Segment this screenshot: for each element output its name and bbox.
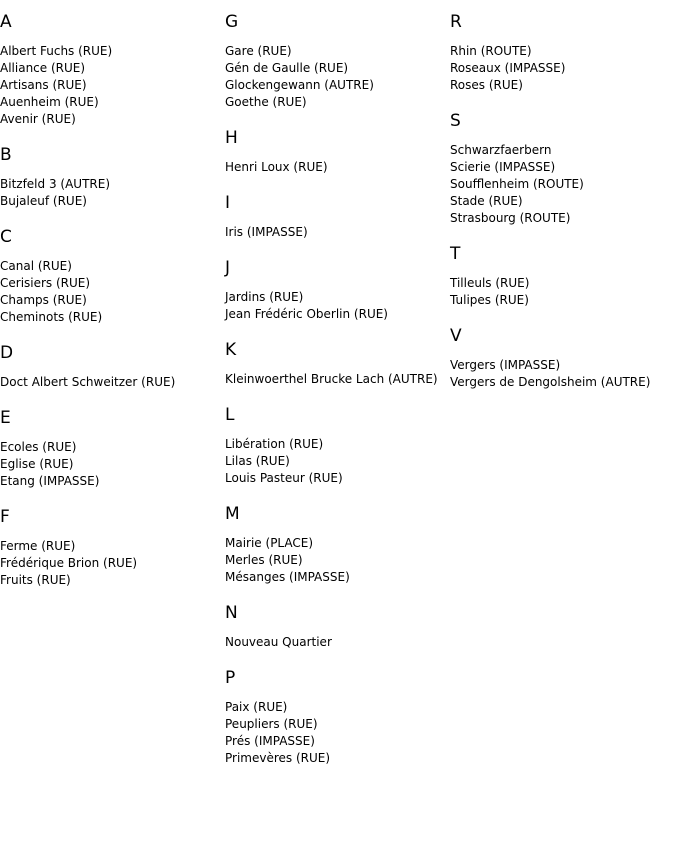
street-link[interactable]: Roses (RUE) bbox=[450, 78, 523, 92]
street-list bbox=[225, 159, 445, 180]
street-list-item bbox=[0, 94, 220, 111]
street-list-item bbox=[225, 306, 445, 323]
street-list-item bbox=[225, 634, 445, 651]
street-list-item bbox=[0, 309, 220, 326]
letter-section-v bbox=[450, 313, 675, 395]
street-link[interactable]: Vergers (IMPASSE) bbox=[450, 358, 561, 372]
letter-section-g bbox=[225, 0, 445, 115]
street-list-item bbox=[225, 552, 445, 569]
letter-section-k bbox=[225, 327, 445, 392]
street-list-item bbox=[225, 535, 445, 552]
street-list-item bbox=[225, 569, 445, 586]
letter-section-e bbox=[0, 395, 220, 494]
street-link[interactable]: Bitzfeld 3 (AUTRE) bbox=[0, 177, 110, 191]
letter-section-a bbox=[0, 0, 220, 132]
street-link[interactable]: Albert Fuchs (RUE) bbox=[0, 44, 113, 58]
letter-section-p bbox=[225, 655, 445, 771]
street-link[interactable]: Libération (RUE) bbox=[225, 437, 324, 451]
street-list bbox=[450, 43, 675, 98]
street-list-item bbox=[0, 572, 220, 589]
street-link[interactable]: Cheminots (RUE) bbox=[0, 310, 103, 324]
street-link[interactable]: Strasbourg (ROUTE) bbox=[450, 211, 571, 225]
letter-section-r bbox=[450, 0, 675, 98]
street-list bbox=[225, 436, 445, 491]
letter-section-i bbox=[225, 180, 445, 245]
street-link[interactable]: Gare (RUE) bbox=[225, 44, 292, 58]
street-link[interactable]: Jardins (RUE) bbox=[225, 290, 304, 304]
street-link[interactable]: Kleinwoerthel Brucke Lach (AUTRE) bbox=[225, 372, 438, 386]
street-link[interactable]: Vergers de Dengolsheim (AUTRE) bbox=[450, 375, 651, 389]
street-list bbox=[0, 538, 220, 593]
letter-section-m bbox=[225, 491, 445, 590]
letter-heading: I bbox=[225, 193, 231, 213]
street-list bbox=[0, 439, 220, 494]
street-list-item bbox=[0, 555, 220, 572]
street-list-item bbox=[225, 60, 445, 77]
street-list-item bbox=[0, 111, 220, 128]
street-link[interactable]: Doct Albert Schweitzer (RUE) bbox=[0, 375, 176, 389]
street-link[interactable]: Rhin (ROUTE) bbox=[450, 44, 532, 58]
street-list-item bbox=[0, 77, 220, 94]
street-list-item bbox=[225, 94, 445, 111]
letter-section-b bbox=[0, 132, 220, 214]
letter-heading: A bbox=[0, 12, 12, 32]
street-list-item bbox=[225, 371, 445, 388]
street-list-item bbox=[0, 176, 220, 193]
street-list-item bbox=[450, 292, 675, 309]
street-list-item bbox=[225, 436, 445, 453]
street-list-item bbox=[0, 456, 220, 473]
street-list-item bbox=[450, 357, 675, 374]
street-list-item bbox=[450, 60, 675, 77]
street-link[interactable]: Paix (RUE) bbox=[225, 700, 288, 714]
letter-heading: D bbox=[0, 343, 14, 363]
street-link[interactable]: Merles (RUE) bbox=[225, 553, 303, 567]
letter-section-h bbox=[225, 115, 445, 180]
street-list-item bbox=[225, 470, 445, 487]
street-link[interactable]: Canal (RUE) bbox=[0, 259, 72, 273]
street-list bbox=[0, 43, 220, 132]
street-link[interactable]: Jean Frédéric Oberlin (RUE) bbox=[225, 307, 388, 321]
letter-section-l bbox=[225, 392, 445, 491]
street-list-item bbox=[225, 159, 445, 176]
street-link[interactable]: Schwarzfaerbern bbox=[450, 143, 552, 157]
street-link[interactable]: Roseaux (IMPASSE) bbox=[450, 61, 566, 75]
street-list-item bbox=[225, 224, 445, 241]
street-list bbox=[225, 634, 445, 655]
street-link[interactable]: Soufflenheim (ROUTE) bbox=[450, 177, 584, 191]
street-list-item bbox=[450, 374, 675, 391]
street-list bbox=[0, 258, 220, 330]
street-link[interactable]: Stade (RUE) bbox=[450, 194, 523, 208]
street-link[interactable]: Bujaleuf (RUE) bbox=[0, 194, 87, 208]
street-link[interactable]: Louis Pasteur (RUE) bbox=[225, 471, 343, 485]
street-list bbox=[225, 371, 445, 392]
street-link[interactable]: Glockengewann (AUTRE) bbox=[225, 78, 374, 92]
letter-heading: E bbox=[0, 408, 11, 428]
letter-heading: L bbox=[225, 405, 235, 425]
street-list-item bbox=[0, 292, 220, 309]
street-list-item bbox=[450, 142, 675, 159]
street-link[interactable]: Goethe (RUE) bbox=[225, 95, 307, 109]
street-link[interactable]: Artisans (RUE) bbox=[0, 78, 87, 92]
street-link[interactable]: Auenheim (RUE) bbox=[0, 95, 99, 109]
street-index-column-1 bbox=[0, 0, 220, 593]
street-list bbox=[225, 43, 445, 115]
letter-section-n bbox=[225, 590, 445, 655]
street-list-item bbox=[450, 159, 675, 176]
letter-heading: S bbox=[450, 111, 461, 131]
street-list bbox=[450, 142, 675, 231]
street-list-item bbox=[450, 43, 675, 60]
street-list-item bbox=[225, 453, 445, 470]
street-list bbox=[225, 699, 445, 771]
letter-heading: C bbox=[0, 227, 12, 247]
street-list-item bbox=[225, 77, 445, 94]
street-link[interactable]: Ecoles (RUE) bbox=[0, 440, 77, 454]
street-link[interactable]: Tilleuls (RUE) bbox=[450, 276, 530, 290]
letter-heading: R bbox=[450, 12, 462, 32]
letter-heading: T bbox=[450, 244, 461, 264]
street-link[interactable]: Prés (IMPASSE) bbox=[225, 734, 315, 748]
street-list-item bbox=[0, 473, 220, 490]
street-list-item bbox=[225, 733, 445, 750]
street-list-item bbox=[0, 258, 220, 275]
street-list bbox=[0, 176, 220, 214]
letter-heading: P bbox=[225, 668, 236, 688]
street-list-item bbox=[0, 439, 220, 456]
street-link[interactable]: Tulipes (RUE) bbox=[450, 293, 529, 307]
street-list-item bbox=[450, 210, 675, 227]
letter-heading: V bbox=[450, 326, 462, 346]
street-list-item bbox=[450, 193, 675, 210]
street-list-item bbox=[225, 750, 445, 767]
letter-heading: B bbox=[0, 145, 12, 165]
street-link[interactable]: Eglise (RUE) bbox=[0, 457, 74, 471]
street-link[interactable]: Fruits (RUE) bbox=[0, 573, 71, 587]
street-index-column-3 bbox=[450, 0, 675, 395]
street-link[interactable]: Henri Loux (RUE) bbox=[225, 160, 328, 174]
letter-section-d bbox=[0, 330, 220, 395]
street-list-item bbox=[0, 193, 220, 210]
letter-section-j bbox=[225, 245, 445, 327]
letter-heading: H bbox=[225, 128, 238, 148]
street-list bbox=[450, 357, 675, 395]
street-list bbox=[0, 374, 220, 395]
street-link[interactable]: Lilas (RUE) bbox=[225, 454, 290, 468]
letter-heading: N bbox=[225, 603, 238, 623]
letter-section-t bbox=[450, 231, 675, 313]
letter-heading: J bbox=[225, 258, 231, 278]
street-link[interactable]: Frédérique Brion (RUE) bbox=[0, 556, 138, 570]
street-link[interactable]: Ferme (RUE) bbox=[0, 539, 76, 553]
street-list-item bbox=[0, 43, 220, 60]
street-list-item bbox=[0, 275, 220, 292]
letter-heading: G bbox=[225, 12, 239, 32]
street-list-item bbox=[0, 374, 220, 391]
street-link[interactable]: Gén de Gaulle (RUE) bbox=[225, 61, 349, 75]
street-link[interactable]: Peupliers (RUE) bbox=[225, 717, 318, 731]
street-link[interactable]: Iris (IMPASSE) bbox=[225, 225, 308, 239]
street-list-item bbox=[225, 43, 445, 60]
letter-section-s bbox=[450, 98, 675, 231]
street-list-item bbox=[0, 538, 220, 555]
street-link[interactable]: Mairie (PLACE) bbox=[225, 536, 314, 550]
street-list bbox=[450, 275, 675, 313]
street-list-item bbox=[0, 60, 220, 77]
street-list-item bbox=[225, 716, 445, 733]
street-list-item bbox=[450, 77, 675, 94]
letter-heading: K bbox=[225, 340, 237, 360]
street-list-item bbox=[225, 289, 445, 306]
street-list bbox=[225, 535, 445, 590]
street-link[interactable]: Avenir (RUE) bbox=[0, 112, 76, 126]
street-link[interactable]: Cerisiers (RUE) bbox=[0, 276, 91, 290]
street-link[interactable]: Mésanges (IMPASSE) bbox=[225, 570, 350, 584]
street-link[interactable]: Scierie (IMPASSE) bbox=[450, 160, 556, 174]
street-list bbox=[225, 289, 445, 327]
letter-heading: F bbox=[0, 507, 10, 527]
street-list-item bbox=[450, 275, 675, 292]
street-link[interactable]: Nouveau Quartier bbox=[225, 635, 332, 649]
street-list bbox=[225, 224, 445, 245]
street-link[interactable]: Primevères (RUE) bbox=[225, 751, 331, 765]
letter-section-c bbox=[0, 214, 220, 330]
street-link[interactable]: Champs (RUE) bbox=[0, 293, 87, 307]
street-link[interactable]: Alliance (RUE) bbox=[0, 61, 86, 75]
street-list-item bbox=[225, 699, 445, 716]
letter-section-f bbox=[0, 494, 220, 593]
street-index-column-2 bbox=[225, 0, 445, 771]
street-link[interactable]: Etang (IMPASSE) bbox=[0, 474, 100, 488]
letter-heading: M bbox=[225, 504, 240, 524]
street-list-item bbox=[450, 176, 675, 193]
